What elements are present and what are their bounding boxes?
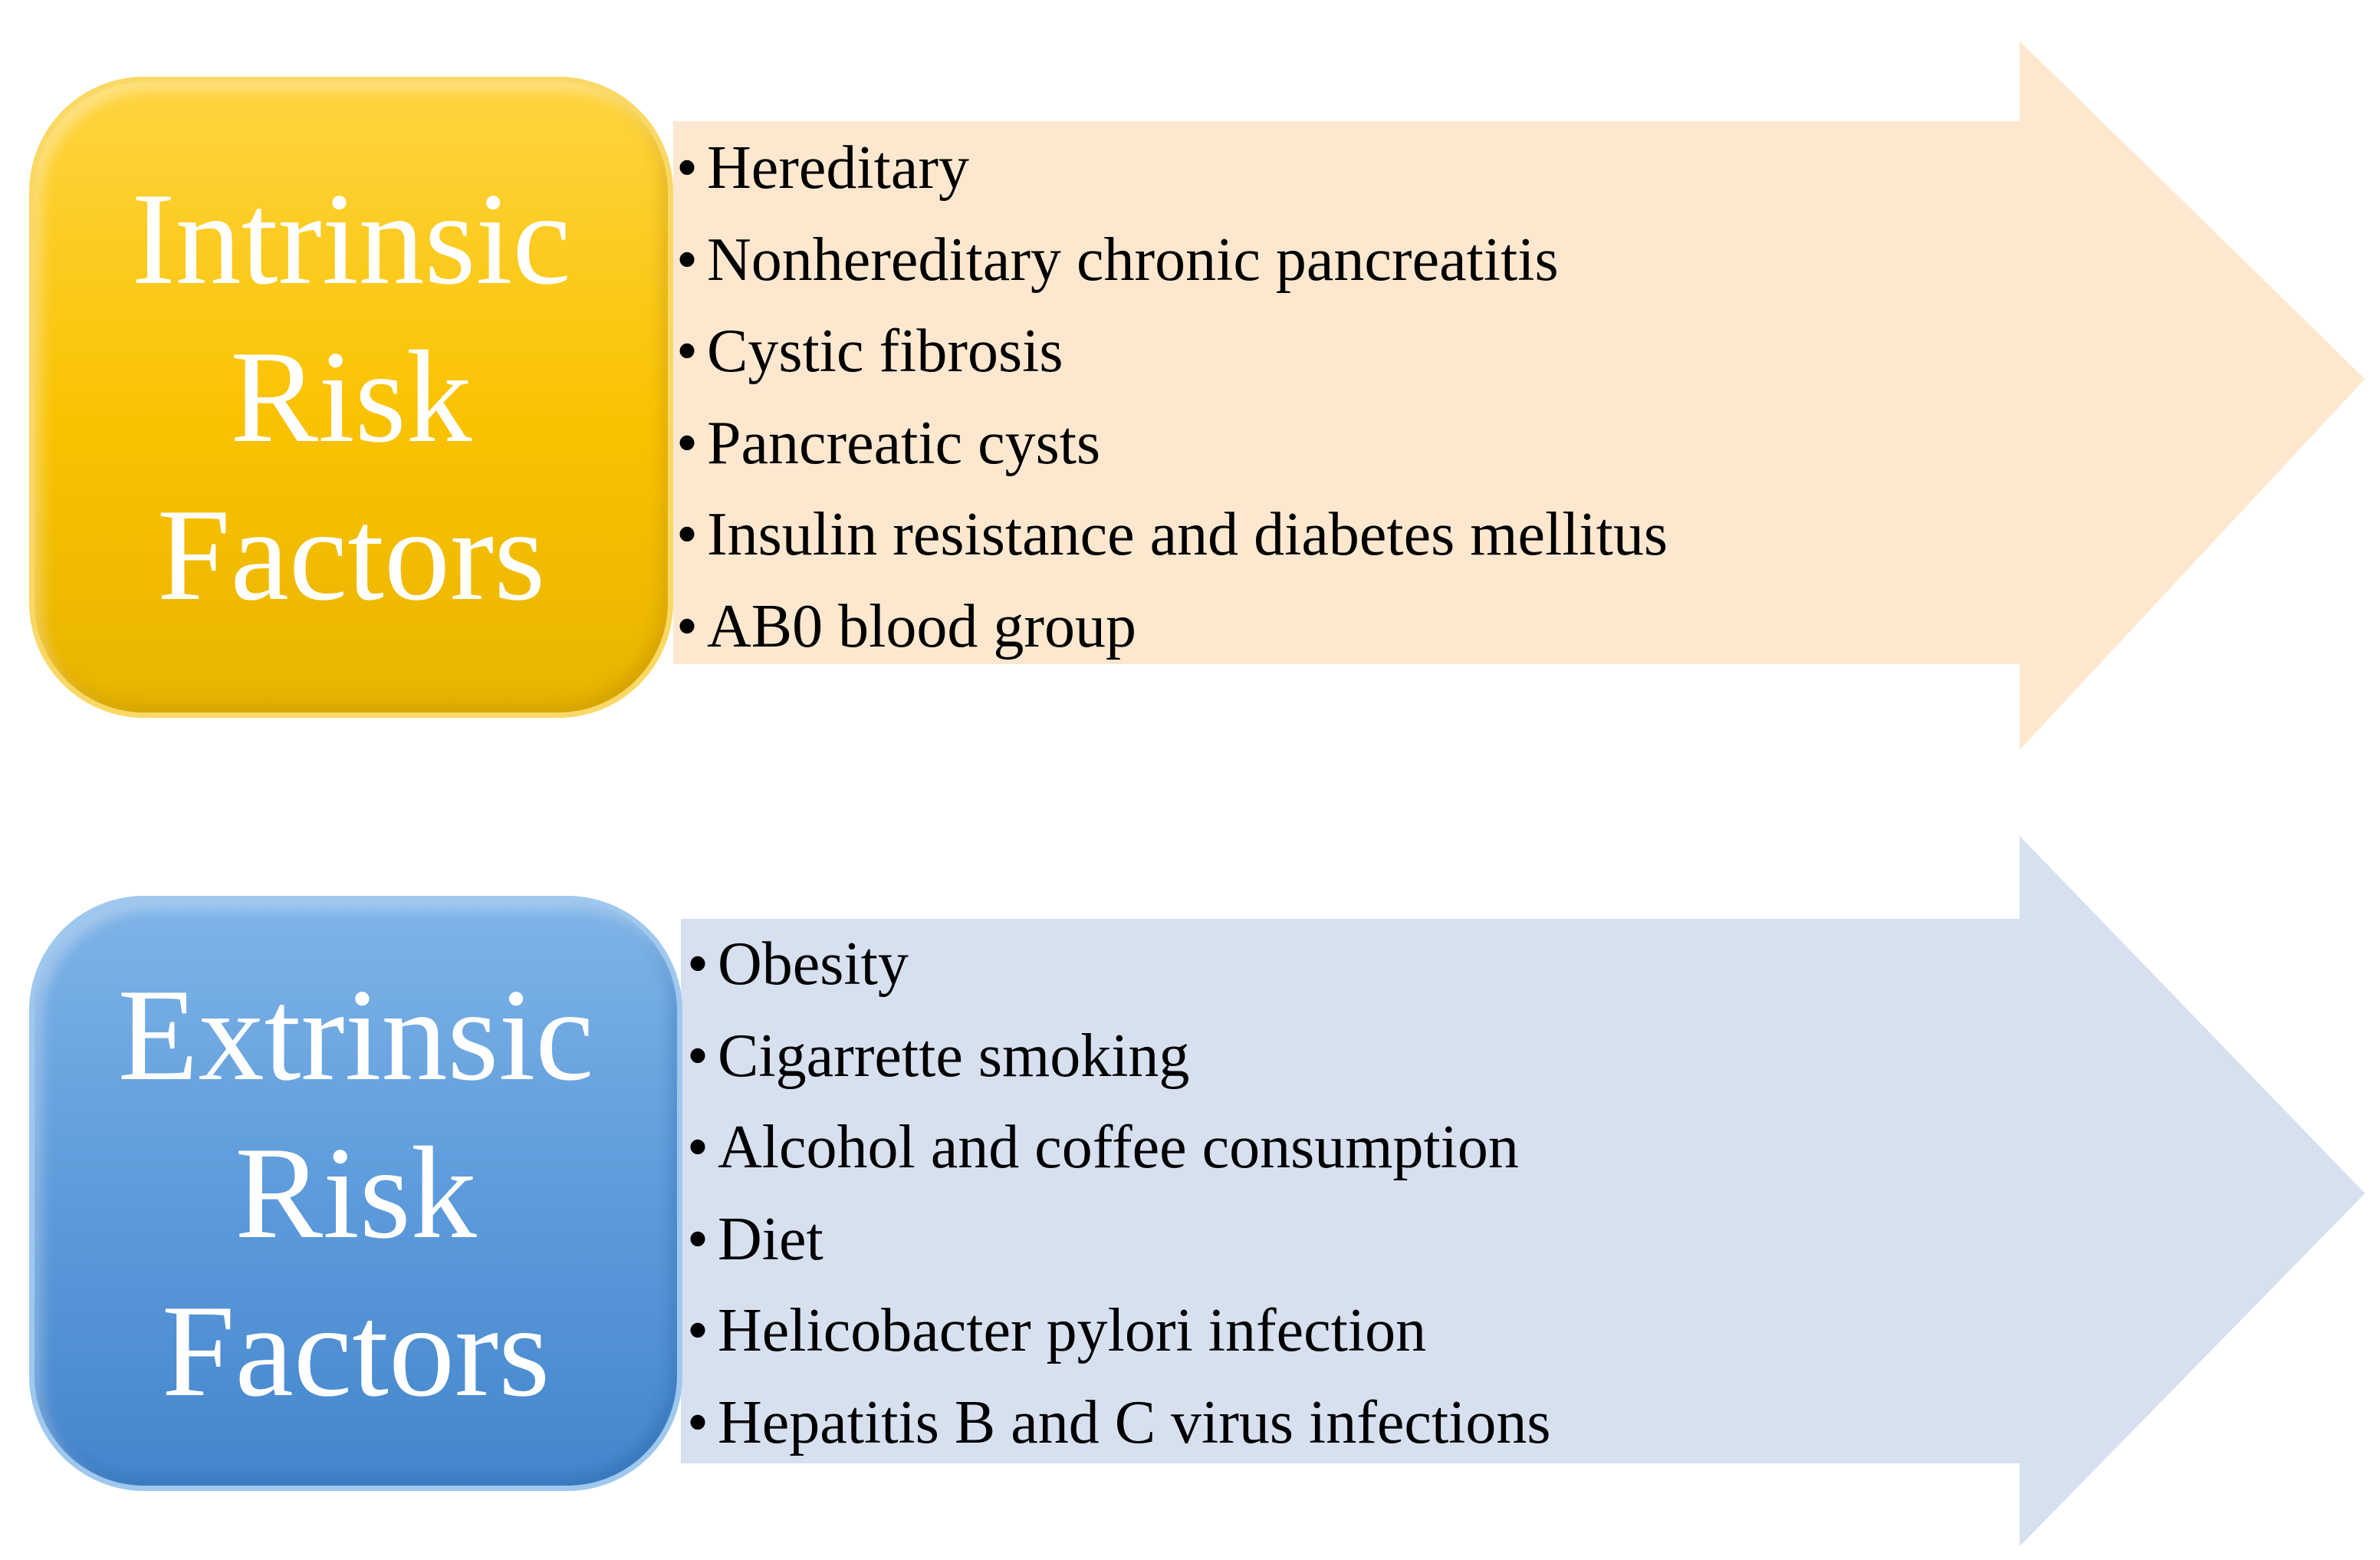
list-item <box>676 123 1668 215</box>
intrinsic-label-line-3: Factors <box>156 482 546 628</box>
list-item <box>687 1011 1551 1103</box>
list-item <box>687 1194 1551 1286</box>
intrinsic-factor-list <box>676 123 1668 673</box>
list-item-text: Insulin resistance and diabetes mellitus <box>707 501 1668 568</box>
intrinsic-label-line-2: Risk <box>230 324 472 470</box>
intrinsic-risk-factors-box <box>29 77 673 718</box>
bullet-icon: • <box>676 318 699 385</box>
list-item-text: Helicobacter pylori infection <box>718 1297 1427 1364</box>
bullet-icon: • <box>687 1205 709 1273</box>
list-item-text: Nonhereditary chronic pancreatitis <box>707 225 1559 294</box>
list-item <box>687 1102 1551 1194</box>
extrinsic-label-line-3: Factors <box>161 1279 551 1424</box>
list-item-text: Alcohol and coffee consumption <box>718 1114 1519 1181</box>
list-item <box>676 398 1668 490</box>
bullet-icon: • <box>676 592 699 660</box>
bullet-icon: • <box>687 1114 709 1181</box>
bullet-icon: • <box>687 1297 709 1364</box>
extrinsic-label-line-2: Risk <box>235 1121 477 1266</box>
list-item-text: Pancreatic cysts <box>707 409 1101 477</box>
list-item-text: AB0 blood group <box>707 592 1136 660</box>
list-item-text: Hepatitis B and C virus infections <box>718 1388 1551 1456</box>
bullet-icon: • <box>676 134 699 202</box>
list-item-text: Cigarrette smoking <box>718 1022 1190 1090</box>
bullet-icon: • <box>687 930 709 998</box>
list-item <box>676 489 1668 581</box>
list-item <box>687 1377 1551 1469</box>
extrinsic-risk-factors-box <box>29 896 682 1491</box>
intrinsic-label-line-1: Intrinsic <box>131 166 571 312</box>
list-item <box>676 581 1668 673</box>
list-item <box>676 306 1668 398</box>
bullet-icon: • <box>676 501 699 568</box>
list-item-text: Obesity <box>718 930 909 998</box>
bullet-icon: • <box>687 1022 709 1090</box>
extrinsic-factor-list <box>687 919 1551 1469</box>
bullet-icon: • <box>676 409 699 477</box>
list-item <box>676 215 1668 307</box>
list-item <box>687 919 1551 1011</box>
bullet-icon: • <box>676 225 699 294</box>
bullet-icon: • <box>687 1388 709 1456</box>
list-item <box>687 1285 1551 1377</box>
list-item-text: Diet <box>718 1205 823 1273</box>
extrinsic-label-line-1: Extrinsic <box>117 963 594 1108</box>
list-item-text: Hereditary <box>707 134 970 202</box>
list-item-text: Cystic fibrosis <box>707 318 1063 385</box>
